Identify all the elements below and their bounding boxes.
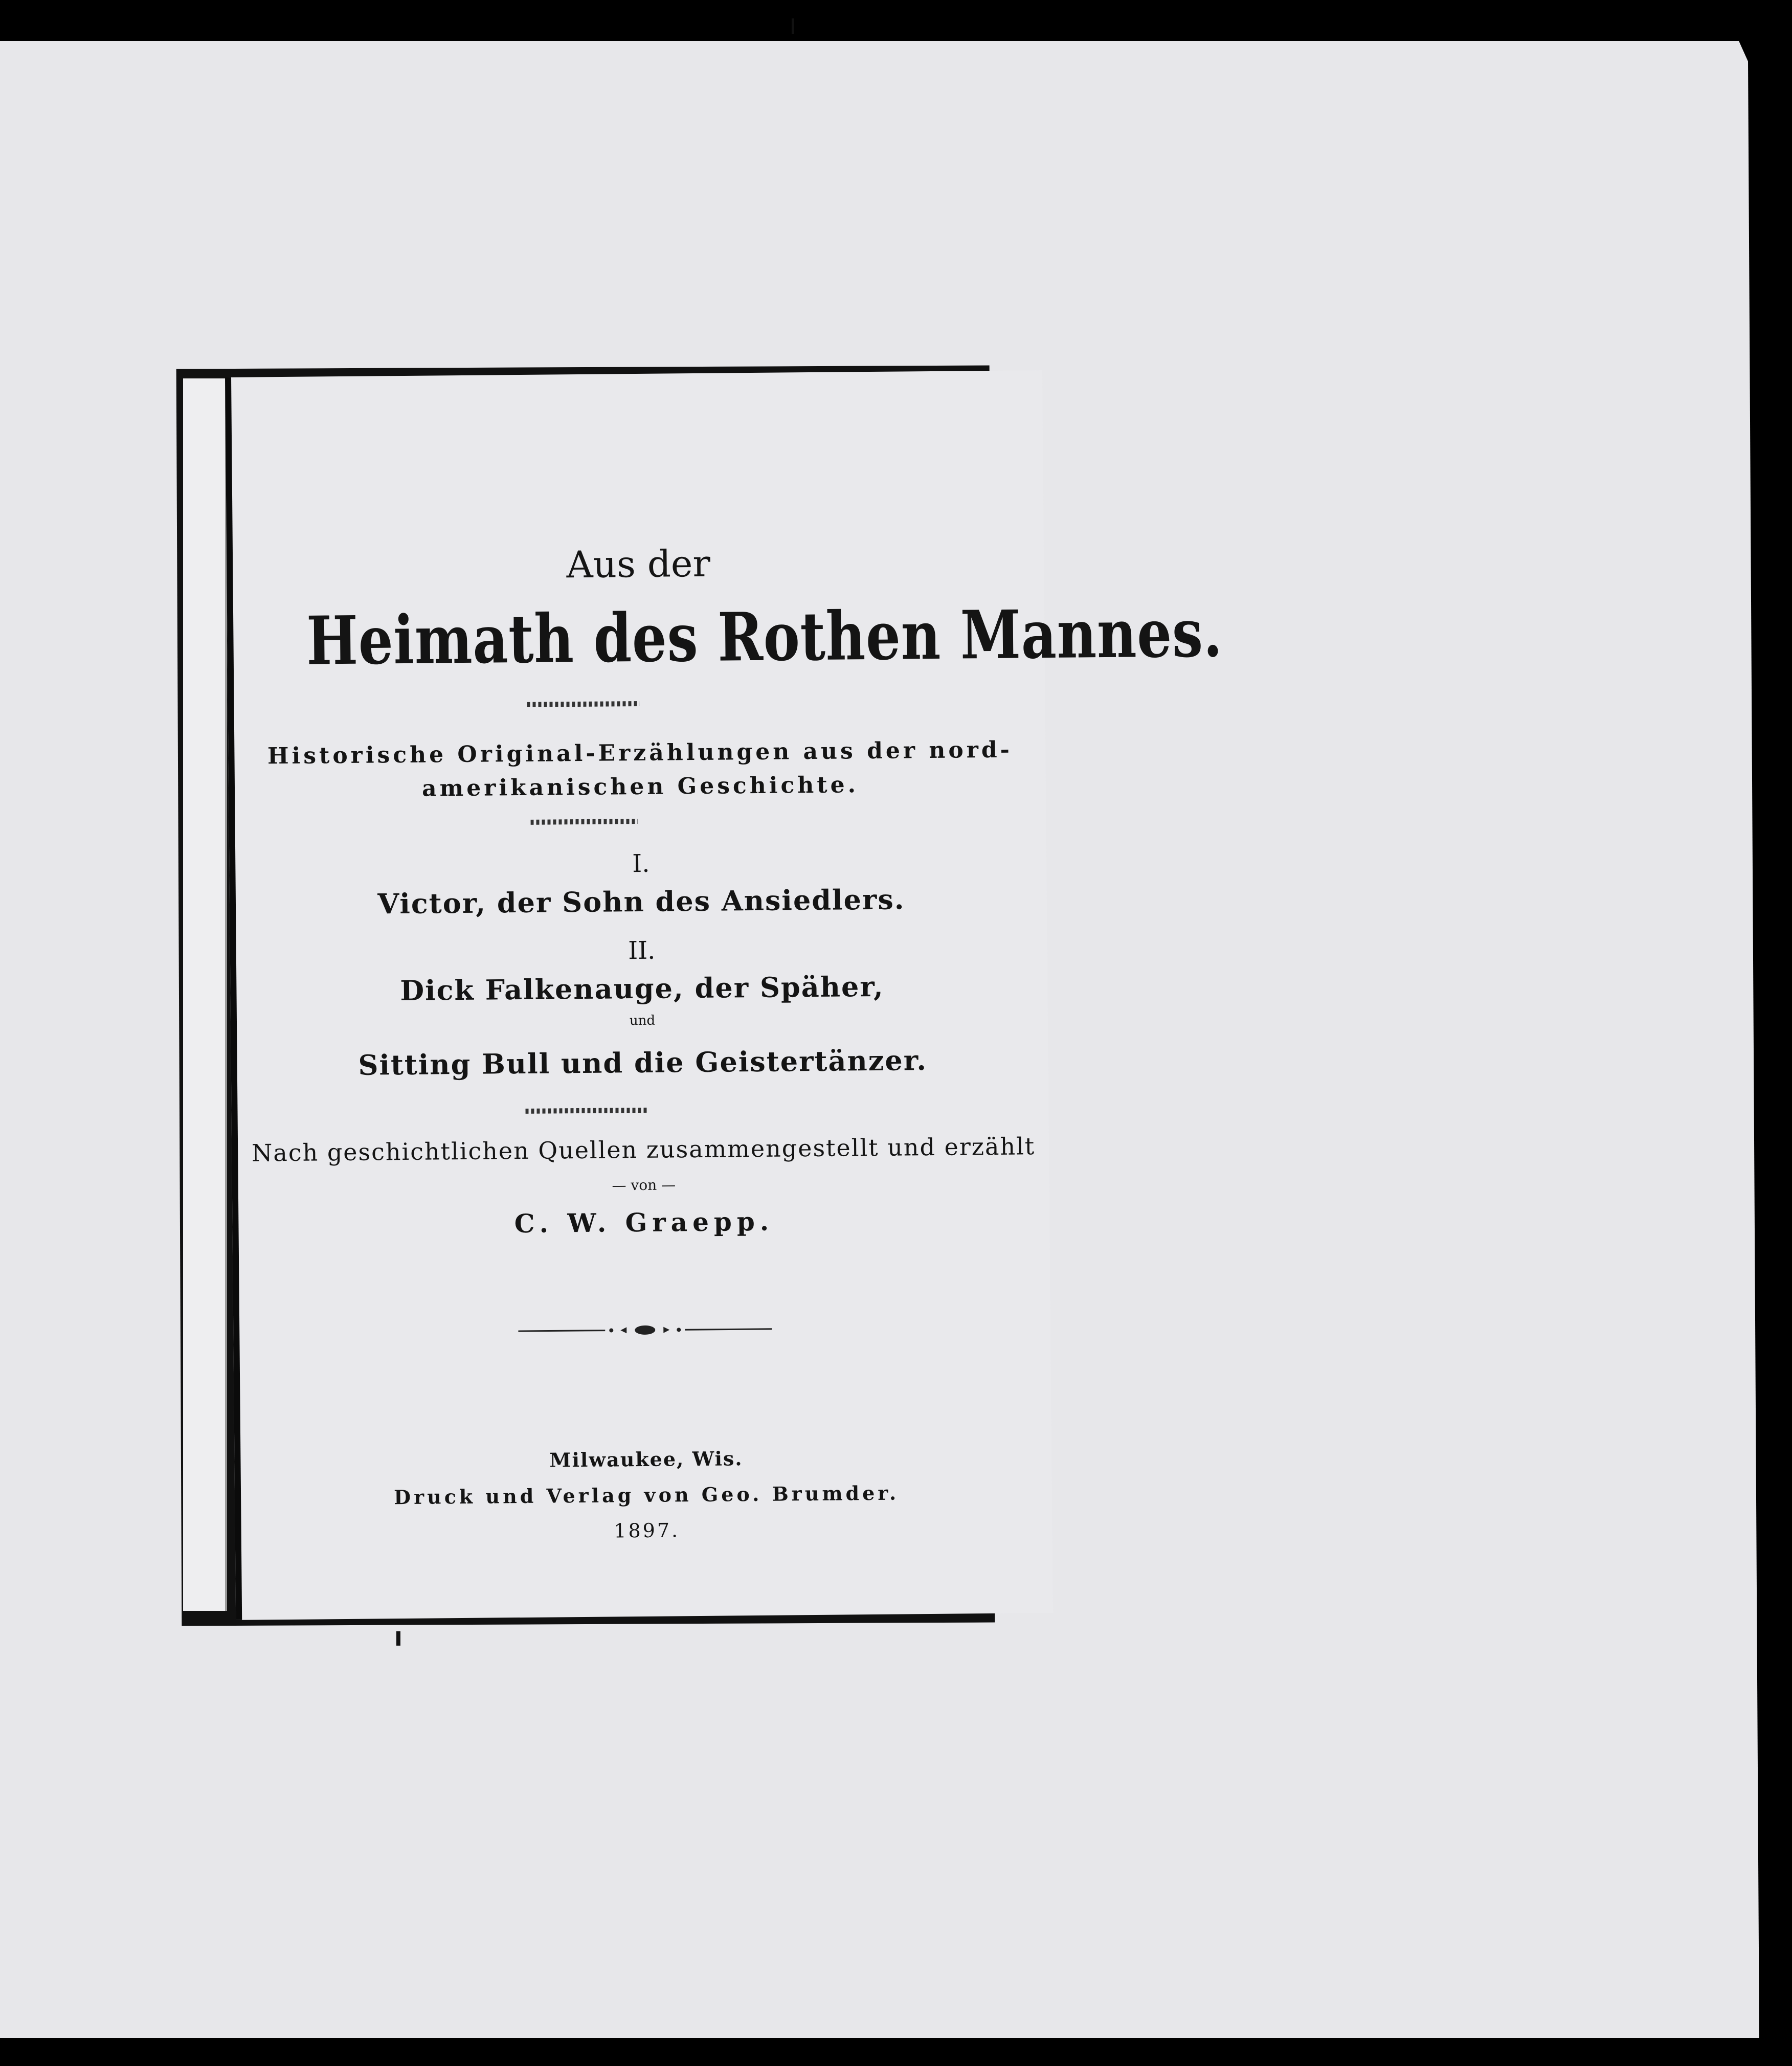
conjunction: und (629, 1013, 656, 1029)
wavy-rule (531, 819, 638, 825)
title-page (225, 370, 1223, 1620)
author-name: C. W. Graepp. (514, 1206, 774, 1239)
part-title-2: Dick Falkenauge, der Späher, (400, 970, 884, 1007)
pre-title: Aus der (566, 542, 711, 587)
book-title: Heimath des Rothen Mannes. (306, 593, 1223, 680)
part-number-2: II. (628, 936, 656, 965)
scan-speck (396, 1631, 400, 1646)
book-binding (183, 378, 227, 1611)
scan-speck (792, 18, 794, 34)
source-note: Nach geschichtlichen Quellen zusammengestellt und erzählt (251, 1132, 1036, 1167)
part-title-1: Victor, der Sohn des Ansiedlers. (377, 883, 905, 920)
publication-year: 1897. (614, 1519, 680, 1542)
wavy-rule (527, 701, 640, 707)
part-number-1: I. (632, 849, 650, 879)
by-line: — von — (612, 1176, 676, 1194)
wavy-rule (526, 1108, 648, 1114)
subtitle-line-2: amerikanischen Geschichte. (421, 772, 859, 802)
publisher: Druck und Verlag von Geo. Brumder. (393, 1481, 900, 1509)
part-title-3: Sitting Bull und die Geistertänzer. (358, 1044, 928, 1082)
publication-place: Milwaukee, Wis. (549, 1447, 743, 1472)
ornament-divider-icon (518, 1321, 772, 1339)
subtitle-line-1: Historische Original-Erzählungen aus der nord- (267, 736, 1013, 770)
